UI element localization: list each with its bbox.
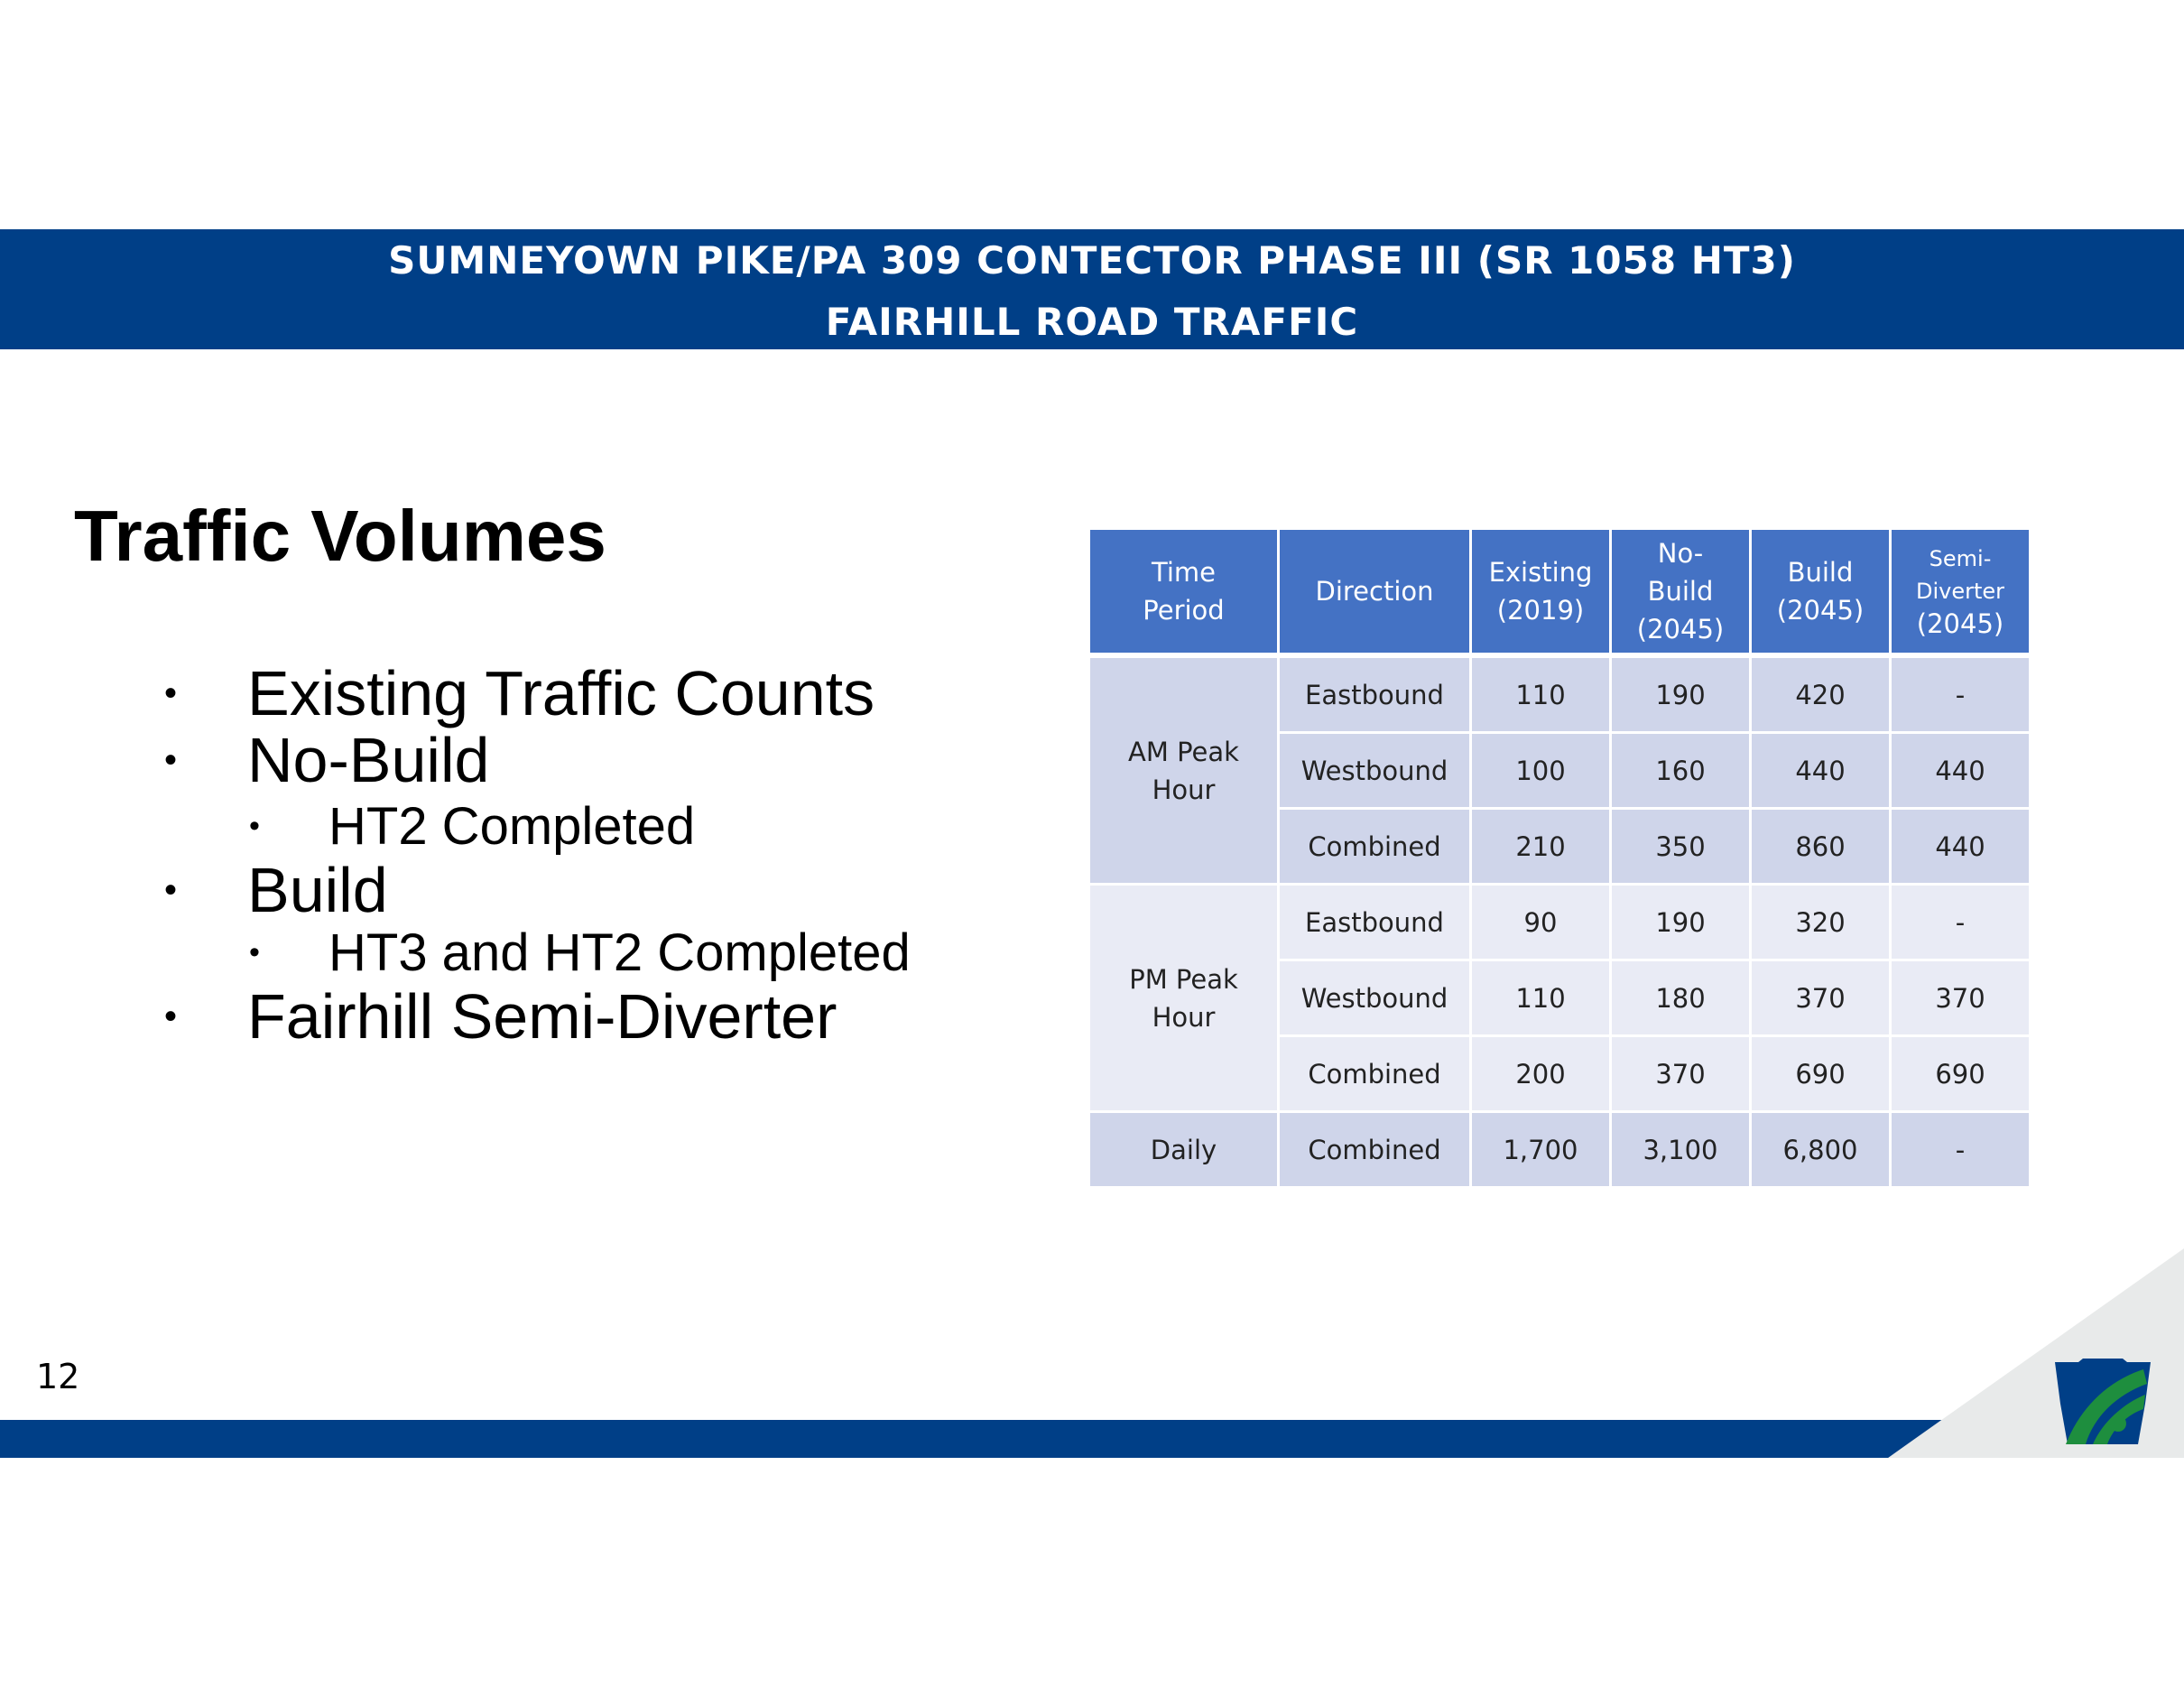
cell-build: 370 [1751, 960, 1891, 1036]
cell-direction: Eastbound [1279, 885, 1471, 960]
bullet-marker: • [164, 997, 178, 1036]
bullet-text: HT2 Completed [329, 797, 696, 856]
cell-build: 320 [1751, 885, 1891, 960]
cell-existing: 100 [1471, 733, 1611, 809]
penndot-keystone-logo-icon [2053, 1359, 2152, 1444]
page-number: 12 [36, 1357, 80, 1396]
header-existing: Existing (2019) [1471, 529, 1611, 656]
cell-direction: Combined [1279, 809, 1471, 885]
header-direction: Direction [1279, 529, 1471, 656]
cell-no-build: 190 [1611, 885, 1751, 960]
bullet-marker: • [164, 740, 178, 780]
header-build: Build (2045) [1751, 529, 1891, 656]
cell-direction: Combined [1279, 1112, 1471, 1188]
cell-semi-diverter: - [1891, 885, 2031, 960]
cell-semi-diverter: - [1891, 1112, 2031, 1188]
group-am-peak: AM Peak Hour [1089, 655, 1279, 885]
cell-semi-diverter: - [1891, 655, 2031, 733]
cell-existing: 1,700 [1471, 1112, 1611, 1188]
cell-no-build: 190 [1611, 655, 1751, 733]
cell-no-build: 180 [1611, 960, 1751, 1036]
header-no-build: No- Build (2045) [1611, 529, 1751, 656]
cell-build: 6,800 [1751, 1112, 1891, 1188]
cell-no-build: 350 [1611, 809, 1751, 885]
cell-direction: Combined [1279, 1036, 1471, 1112]
header-subtitle: FAIRHILL ROAD TRAFFIC [825, 300, 1359, 344]
cell-no-build: 3,100 [1611, 1112, 1751, 1188]
header-semi-diverter: Semi- Diverter (2045) [1891, 529, 2031, 656]
bullet-text: Build [247, 855, 388, 925]
slide-title: Traffic Volumes [74, 496, 606, 576]
cell-semi-diverter: 440 [1891, 733, 2031, 809]
cell-no-build: 160 [1611, 733, 1751, 809]
cell-direction: Westbound [1279, 733, 1471, 809]
bullet-text: HT3 and HT2 Completed [329, 923, 911, 982]
cell-existing: 210 [1471, 809, 1611, 885]
bullet-marker: • [249, 935, 260, 969]
cell-existing: 200 [1471, 1036, 1611, 1112]
cell-semi-diverter: 440 [1891, 809, 2031, 885]
cell-existing: 110 [1471, 960, 1611, 1036]
cell-existing: 90 [1471, 885, 1611, 960]
bullet-text: Fairhill Semi-Diverter [247, 981, 838, 1052]
cell-no-build: 370 [1611, 1036, 1751, 1112]
group-pm-peak: PM Peak Hour [1089, 885, 1279, 1112]
cell-build: 860 [1751, 809, 1891, 885]
bullet-text: Existing Traffic Counts [247, 658, 875, 728]
cell-direction: Westbound [1279, 960, 1471, 1036]
bullet-marker: • [164, 673, 178, 713]
group-daily: Daily [1089, 1112, 1279, 1188]
cell-direction: Eastbound [1279, 655, 1471, 733]
bullet-marker: • [164, 870, 178, 910]
cell-build: 440 [1751, 733, 1891, 809]
cell-existing: 110 [1471, 655, 1611, 733]
header-time-period: Time Period [1089, 529, 1279, 656]
bullet-marker: • [249, 809, 260, 843]
header-title: SUMNEYOWN PIKE/PA 309 CONTECTOR PHASE III (SR 1058 HT3) [388, 238, 1796, 283]
cell-semi-diverter: 690 [1891, 1036, 2031, 1112]
cell-build: 420 [1751, 655, 1891, 733]
bullet-text: No-Build [247, 725, 490, 795]
cell-build: 690 [1751, 1036, 1891, 1112]
cell-semi-diverter: 370 [1891, 960, 2031, 1036]
